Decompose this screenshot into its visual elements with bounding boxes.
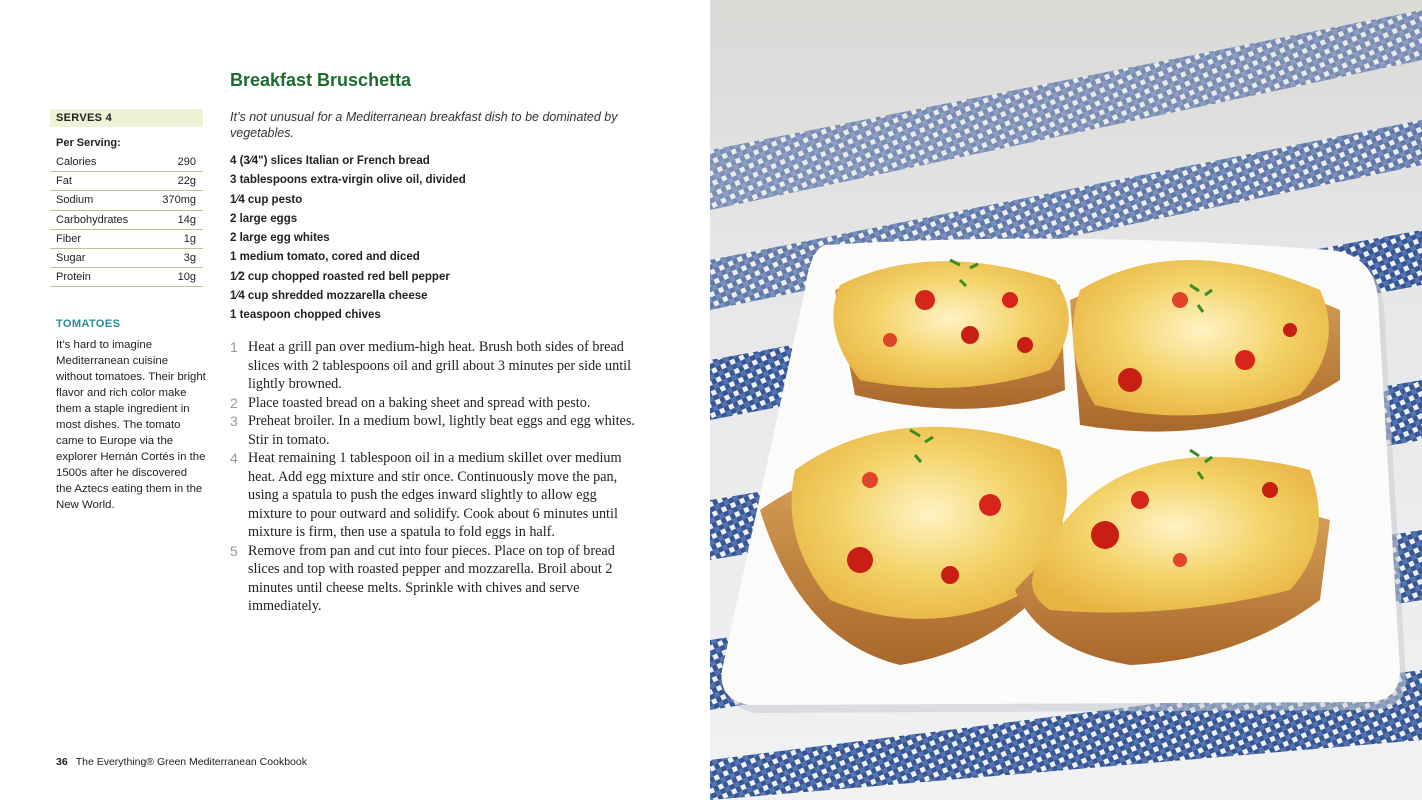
step-text: Place toasted bread on a baking sheet and spread with pesto.: [248, 394, 591, 411]
per-serving-label: Per Serving:: [56, 137, 121, 149]
nutrition-label: Fiber: [56, 232, 82, 245]
ingredient-item: 1⁄4 cup shredded mozzarella cheese: [230, 290, 428, 303]
book-title: The Everything® Green Mediterranean Cookbook: [75, 756, 307, 768]
nutrition-value: 1g: [183, 232, 196, 245]
step-number: 1: [230, 339, 238, 355]
step-text: Heat a grill pan over medium-high heat. Brush both sides of bread slices with 2 tablespoons oil and grill about 3 minutes per side until lightly browned.: [248, 339, 632, 392]
nutrition-label: Fat: [56, 175, 72, 188]
nutrition-box: [50, 109, 203, 287]
ingredient-item: 1⁄2 cup chopped roasted red bell pepper: [230, 270, 450, 283]
instruction-list: [230, 338, 640, 616]
ingredient-item: 2 large eggs: [230, 212, 298, 225]
step-number: 4: [230, 450, 238, 466]
step-text: Heat remaining 1 tablespoon oil in a medium skillet over medium heat. Add egg mixture and stir once. Continuously move the pan, using a spatula to push the edges inward slightly to allow egg mixture to pour outward and solidify. Cook about 6 minutes until mixture is firm, then use a spatula to fold eggs in half.: [248, 450, 622, 540]
ingredient-item: 1 teaspoon chopped chives: [230, 309, 381, 322]
nutrition-row: [50, 249, 203, 268]
step-number: 5: [230, 542, 238, 559]
recipe-page: [0, 0, 710, 800]
ingredient-list: [230, 152, 466, 326]
bruschetta-top-left: [833, 260, 1069, 409]
food-photo: [710, 0, 1422, 800]
step-number: 2: [230, 394, 238, 411]
nutrition-value: 290: [177, 156, 196, 168]
nutrition-value: 10g: [177, 271, 196, 284]
ingredient-item: 1 medium tomato, cored and diced: [230, 251, 420, 264]
instruction-step: [230, 394, 640, 413]
page-footer: [56, 756, 307, 768]
nutrition-row: [50, 230, 203, 249]
nutrition-row: [50, 211, 203, 230]
step-text: Preheat broiler. In a medium bowl, lightly beat eggs and egg whites. Stir in tomato.: [248, 413, 635, 448]
step-text: Remove from pan and cut into four pieces. Place on top of bread slices and top with roasted pepper and mozzarella. Broil about 2 minutes until cheese melts. Sprinkle with chives and serve immediately.: [248, 542, 615, 614]
ingredient-item: 1⁄4 cup pesto: [230, 193, 303, 206]
instruction-step: [230, 449, 640, 542]
nutrition-row: [50, 172, 203, 191]
instruction-step: [230, 542, 640, 616]
nutrition-label: Calories: [56, 156, 97, 168]
recipe-title: Breakfast Bruschetta: [230, 70, 412, 90]
nutrition-label: Sodium: [56, 194, 94, 207]
serves-label: SERVES 4: [50, 109, 203, 127]
step-number: 3: [230, 413, 238, 429]
sidebar-heading: TOMATOES: [56, 318, 121, 330]
nutrition-row: [50, 268, 203, 287]
recipe-intro: It’s not unusual for a Mediterranean breakfast dish to be dominated by vegetables.: [230, 110, 618, 140]
instruction-step: [230, 338, 640, 394]
ingredient-item: 2 large egg whites: [230, 232, 330, 245]
nutrition-value: 3g: [183, 251, 196, 264]
nutrition-row: [50, 191, 203, 210]
nutrition-value: 22g: [177, 175, 196, 188]
page-number: 36: [56, 756, 68, 768]
nutrition-label: Carbohydrates: [56, 213, 129, 226]
ingredient-item: 3 tablespoons extra-virgin olive oil, divided: [230, 174, 466, 187]
nutrition-value: 370mg: [162, 194, 196, 207]
instruction-step: [230, 412, 640, 449]
ingredient-item: 4 (3⁄4") slices Italian or French bread: [230, 155, 430, 167]
sidebar-text: It’s hard to imagine Mediterranean cuisine without tomatoes. Their bright flavor and rich color make them a staple ingredient in most dishes. The tomato came to Europe via the explorer Hernán Cortés in the 1500s after he discovered the Aztecs eating them in the New World.: [56, 339, 206, 511]
nutrition-value: 14g: [177, 213, 196, 226]
nutrition-row: [50, 153, 203, 172]
nutrition-label: Protein: [56, 271, 91, 284]
nutrition-label: Sugar: [56, 251, 86, 264]
